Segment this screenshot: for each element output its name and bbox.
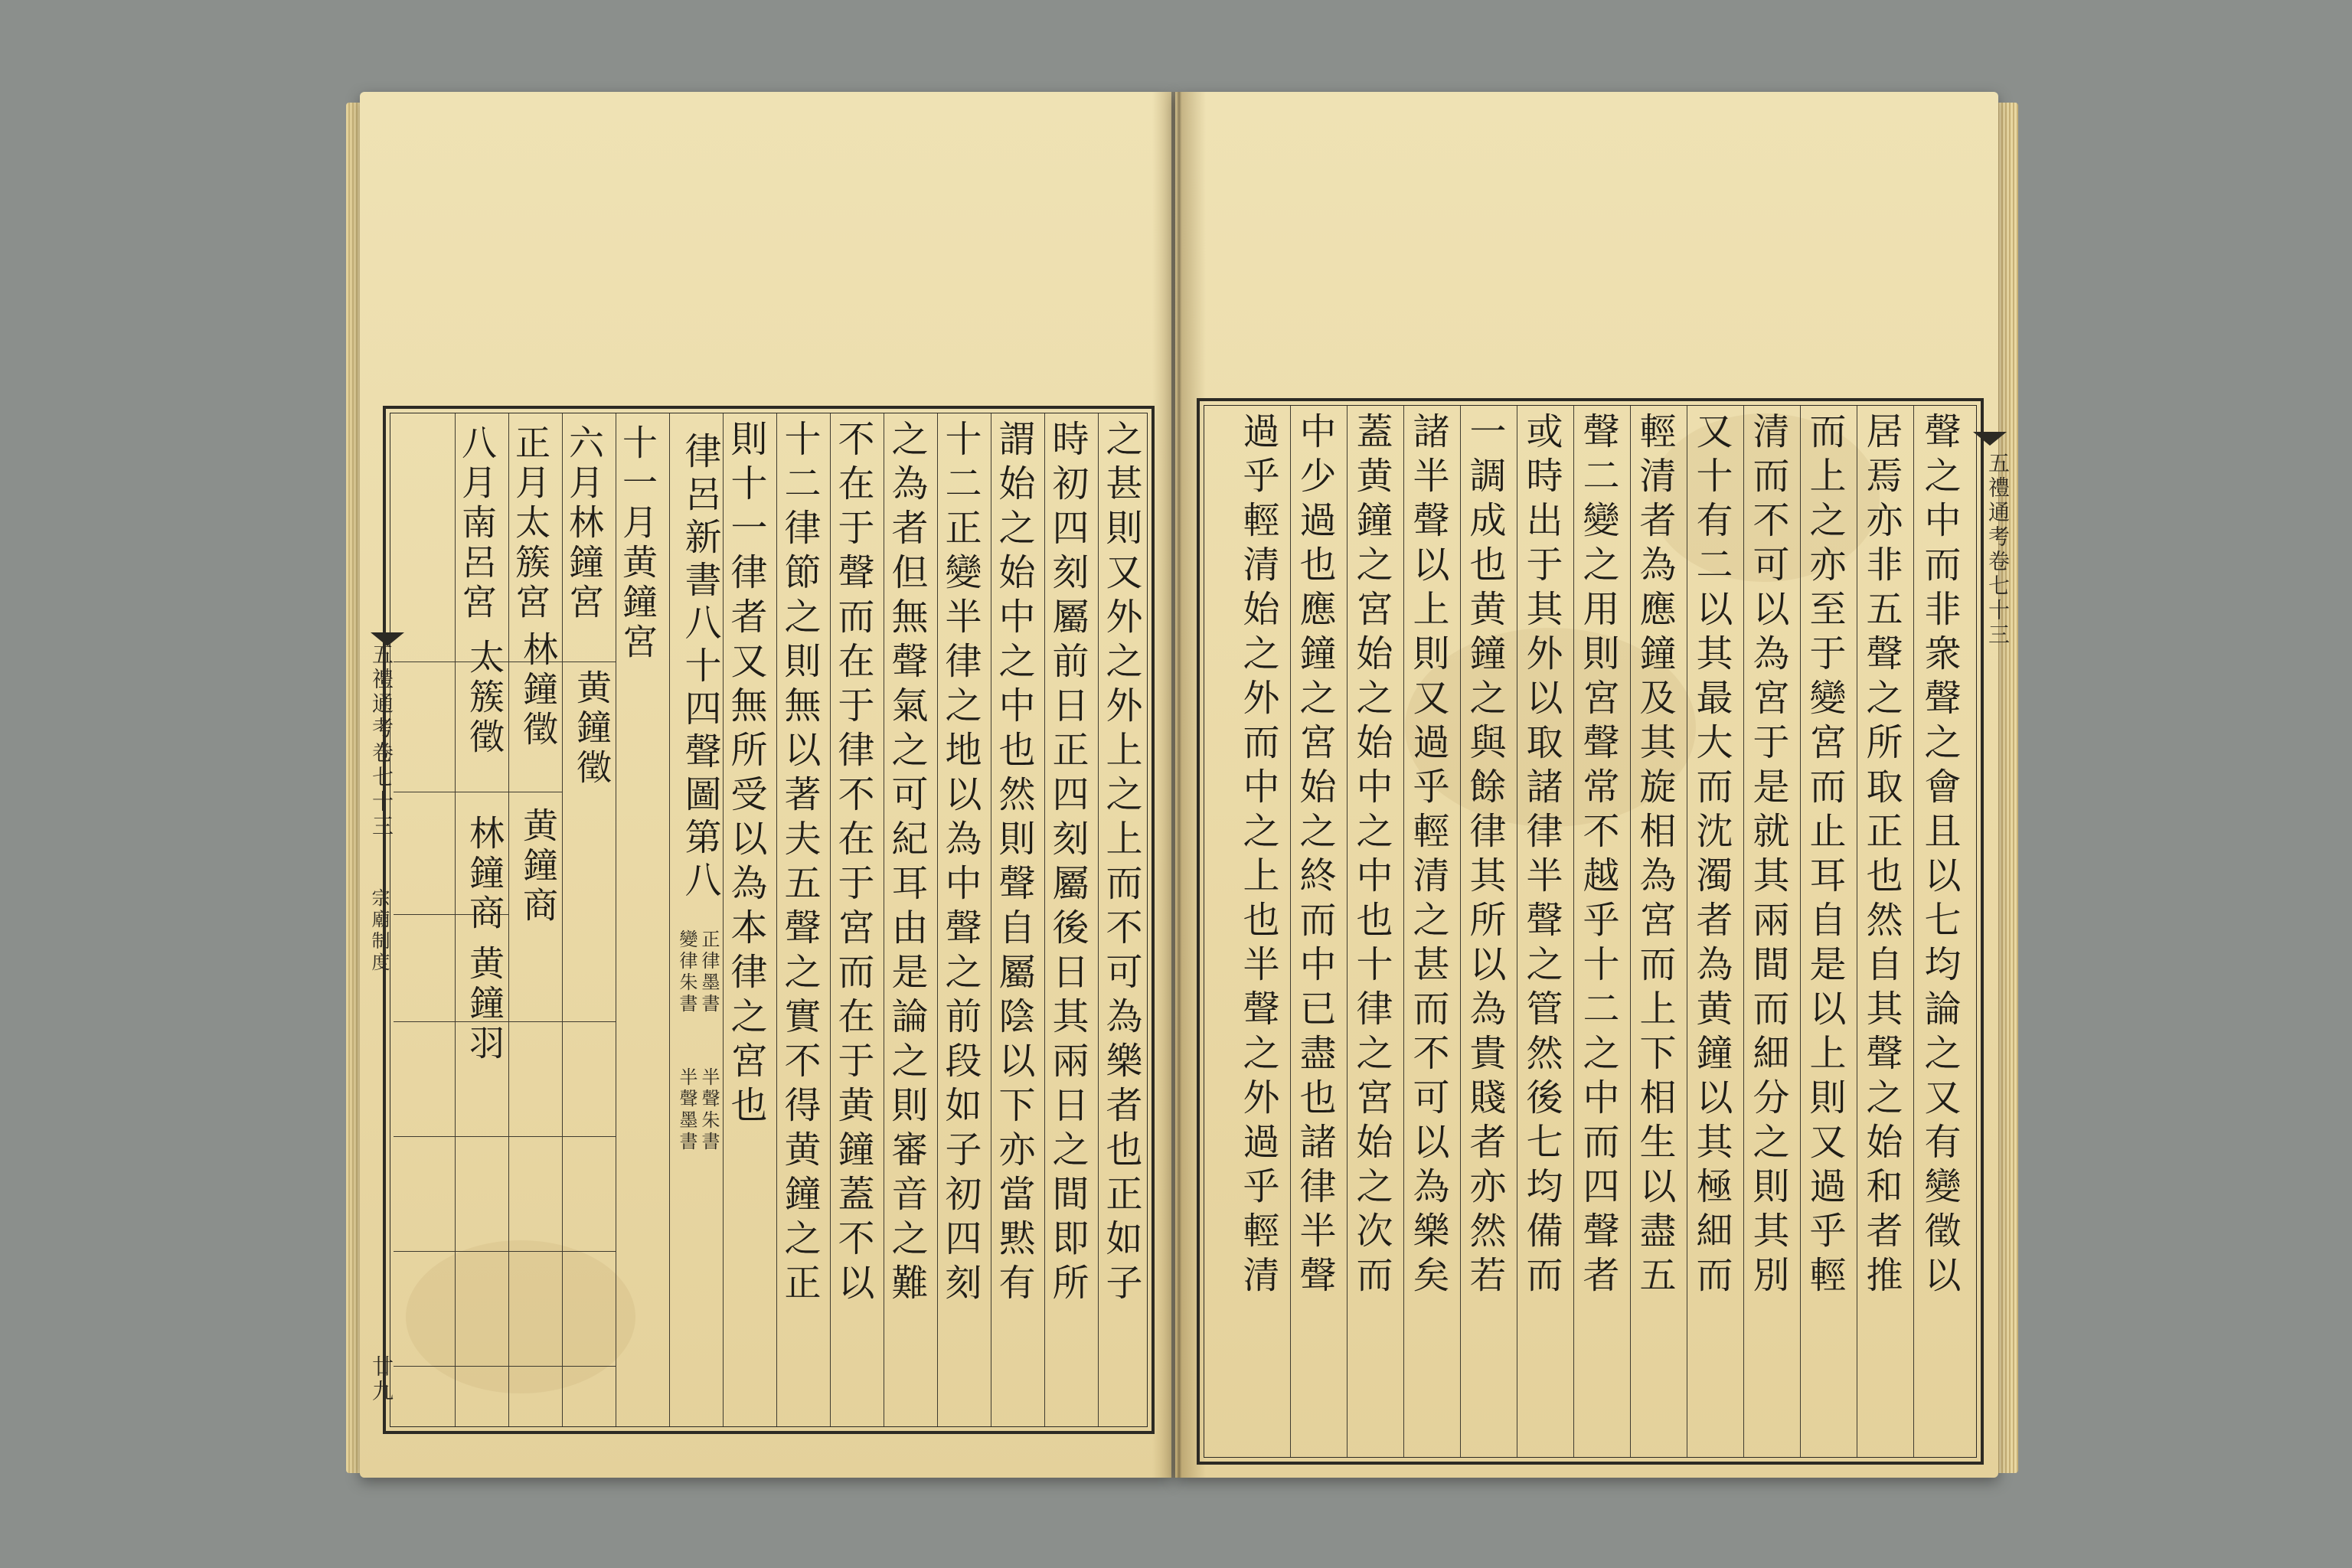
column-rule xyxy=(669,413,670,1426)
banxin-section: 宗廟制度 xyxy=(368,888,390,974)
column-rule xyxy=(1403,406,1404,1457)
column-rule xyxy=(830,413,831,1426)
column-rule xyxy=(776,413,777,1426)
note-bianlu: 變律朱書 xyxy=(676,929,697,1015)
table-row-4-cell-4: 黄鐘羽 xyxy=(464,945,505,1064)
table-row-1: 十一月黄鐘宮 xyxy=(617,424,658,663)
text-column-6: 不在于聲而在于律不在于宮而在于黄鐘蓋不以 xyxy=(831,420,874,1308)
right-text-column-5: 又十有二以其最大而沈濁者為黄鐘以其極細而 xyxy=(1690,412,1733,1300)
table-row-3-cell-1: 正月太簇宮 xyxy=(510,424,551,623)
left-page xyxy=(360,92,1171,1478)
right-text-column-1: 聲之中而非衆聲之會且以七均論之又有變徵以 xyxy=(1918,412,1961,1300)
text-column-1: 之甚則又外之外上之上而不可為樂者也正如子 xyxy=(1099,420,1142,1308)
right-text-column-9: 一調成也黄鐘之與餘律其所以為貴賤者亦然若 xyxy=(1463,412,1506,1300)
column-rule xyxy=(1630,406,1631,1457)
left-page-frame xyxy=(368,406,1155,1434)
table-row-4-cell-2: 太簇徵 xyxy=(464,639,505,758)
column-rule xyxy=(1290,406,1291,1457)
table-row-2-cell-2: 黄鐘徵 xyxy=(571,669,612,789)
table-row-3-cell-2: 林鐘徵 xyxy=(518,631,559,750)
table-hline xyxy=(394,1366,616,1367)
note-bansheng-red: 半聲朱書 xyxy=(698,1067,720,1153)
open-book xyxy=(360,92,2011,1478)
table-rule xyxy=(562,413,563,1426)
column-rule xyxy=(1347,406,1348,1457)
table-row-3-cell-3: 黄鐘商 xyxy=(518,807,559,926)
table-row-4-cell-1: 八月南呂宮 xyxy=(456,424,498,623)
right-text-column-10: 諸半聲以上則又過乎輕清之甚而不可以為樂矣 xyxy=(1406,412,1449,1300)
right-text-column-11: 蓋黄鐘之宮始之始中之中也十律之宮始之次而 xyxy=(1350,412,1393,1300)
text-column-2: 時初四刻屬前日正四刻屬後日其兩日之間即所 xyxy=(1046,420,1089,1308)
fishtail-mark xyxy=(371,632,404,646)
right-margin-column xyxy=(1979,406,2010,1457)
table-row-2-cell-1: 六月林鐘宮 xyxy=(564,424,605,623)
banxin-column xyxy=(363,413,394,1426)
right-text-column-2: 居焉亦非五聲之所取正也然自其聲之始和者推 xyxy=(1860,412,1903,1300)
column-rule xyxy=(1913,406,1914,1457)
text-column-3: 謂始之始中之中也然則聲自屬陰以下亦當黙有 xyxy=(992,420,1035,1308)
right-text-column-12: 中少過也應鐘之宮始之終而中已盡也諸律半聲 xyxy=(1293,412,1336,1300)
right-margin-label: 五禮通考卷七十三 xyxy=(1985,452,2011,648)
text-column-8: 則十一律者又無所受以為本律之宮也 xyxy=(724,420,767,1130)
table-row-4-cell-3: 林鐘商 xyxy=(464,815,505,934)
banxin-page-number: 廿九 xyxy=(369,1355,394,1404)
table-rule xyxy=(455,413,456,1426)
note-zhenglu: 正律墨書 xyxy=(698,929,720,1015)
right-text-column-13: 過乎輕清始之外而中之上也半聲之外過乎輕清 xyxy=(1236,412,1279,1300)
right-text-column-3: 而上之亦至于變宮而止耳自是以上則又過乎輕 xyxy=(1803,412,1846,1300)
table-rule xyxy=(508,413,509,1426)
column-rule xyxy=(1743,406,1744,1457)
figure-title: 律呂新書八十四聲圖第八 xyxy=(678,432,721,903)
text-column-7: 十二律節之則無以著夫五聲之實不得黄鐘之正 xyxy=(778,420,821,1308)
text-column-4: 十二正變半律之地以為中聲之前段如子初四刻 xyxy=(939,420,982,1308)
column-rule xyxy=(1573,406,1574,1457)
note-bansheng-black: 半聲墨書 xyxy=(676,1067,697,1153)
right-text-column-6: 輕清者為應鐘及其旋相為宮而上下相生以盡五 xyxy=(1633,412,1676,1300)
column-rule xyxy=(1800,406,1801,1457)
right-text-column-4: 清而不可以為宮于是就其兩間而細分之則其別 xyxy=(1746,412,1789,1300)
column-rule xyxy=(1044,413,1045,1426)
right-page-frame xyxy=(1197,398,2011,1465)
right-text-column-7: 聲二變之用則宮聲常不越乎十二之中而四聲者 xyxy=(1576,412,1619,1300)
table-hline xyxy=(394,1136,616,1137)
column-rule xyxy=(937,413,938,1426)
right-text-column-8: 或時出于其外以取諸律半聲之管然後七均備而 xyxy=(1520,412,1563,1300)
text-column-5: 之為者但無聲氣之可紀耳由是論之則審音之難 xyxy=(885,420,928,1308)
column-rule xyxy=(1098,413,1099,1426)
fishtail-mark xyxy=(1973,432,2007,446)
column-rule xyxy=(1460,406,1461,1457)
table-hline xyxy=(394,1251,616,1252)
banxin-title: 五禮通考卷七十三 xyxy=(369,643,394,839)
